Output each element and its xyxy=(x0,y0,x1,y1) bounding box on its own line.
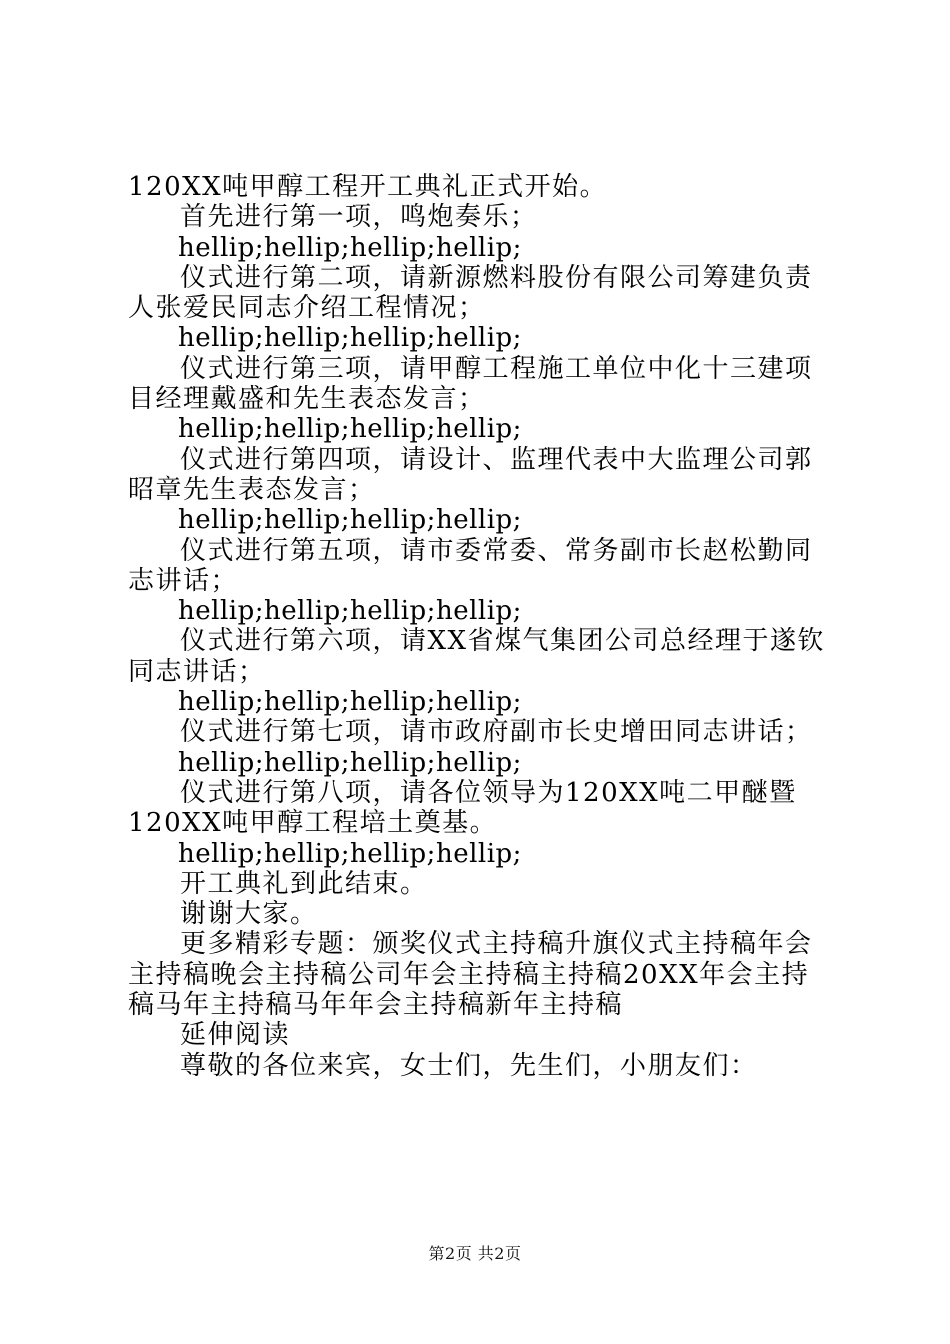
paragraph-item-5: 仪式进行第五项，请市委常委、常务副市长赵松勤同志讲话； xyxy=(128,535,813,596)
paragraph-more-topics: 更多精彩专题：颁奖仪式主持稿升旗仪式主持稿年会主持稿晚会主持稿公司年会主持稿主持稿20XX年会主持稿马年主持稿马年年会主持稿新年主持稿 xyxy=(128,929,813,1021)
paragraph-item-4: 仪式进行第四项，请设计、监理代表中大监理公司郭昭章先生表态发言； xyxy=(128,444,813,505)
ellipsis-line: hellip;hellip;hellip;hellip; xyxy=(178,323,522,354)
page-footer xyxy=(0,1241,950,1264)
paragraph-closing: 开工典礼到此结束。 xyxy=(180,868,428,899)
paragraph-item-6: 仪式进行第六项，请XX省煤气集团公司总经理于遂钦同志讲话； xyxy=(128,626,826,687)
paragraph-item-3: 仪式进行第三项，请甲醇工程施工单位中化十三建项目经理戴盛和先生表态发言； xyxy=(128,353,813,415)
paragraph-item-2: 仪式进行第二项，请新源燃料股份有限公司筹建负责人张爱民同志介绍工程情况； xyxy=(128,262,813,324)
ellipsis-line: hellip;hellip;hellip;hellip; xyxy=(178,687,522,718)
ellipsis-line: hellip;hellip;hellip;hellip; xyxy=(178,414,522,445)
paragraph-item-8: 仪式进行第八项，请各位领导为120XX吨二甲醚暨120XX吨甲醇工程培土奠基。 xyxy=(128,777,797,839)
ellipsis-line: hellip;hellip;hellip;hellip; xyxy=(178,838,522,869)
ellipsis-line: hellip;hellip;hellip;hellip; xyxy=(178,747,522,778)
paragraph-opening: 120XX吨甲醇工程开工典礼正式开始。 xyxy=(128,172,608,202)
paragraph-item-7: 仪式进行第七项，请市政府副市长史增田同志讲话； xyxy=(180,717,813,748)
paragraph-item-1: 首先进行第一项，鸣炮奏乐； xyxy=(180,202,538,233)
document-body xyxy=(128,172,832,1081)
ellipsis-line: hellip;hellip;hellip;hellip; xyxy=(178,232,522,263)
page-number: 第2页 共2页 xyxy=(428,1244,522,1263)
ellipsis-line: hellip;hellip;hellip;hellip; xyxy=(178,505,522,536)
paragraph-greeting: 尊敬的各位来宾，女士们，先生们，小朋友们： xyxy=(180,1050,758,1081)
paragraph-extended-reading: 延伸阅读 xyxy=(180,1020,291,1051)
paragraph-thanks: 谢谢大家。 xyxy=(180,899,318,930)
ellipsis-line: hellip;hellip;hellip;hellip; xyxy=(178,596,522,627)
